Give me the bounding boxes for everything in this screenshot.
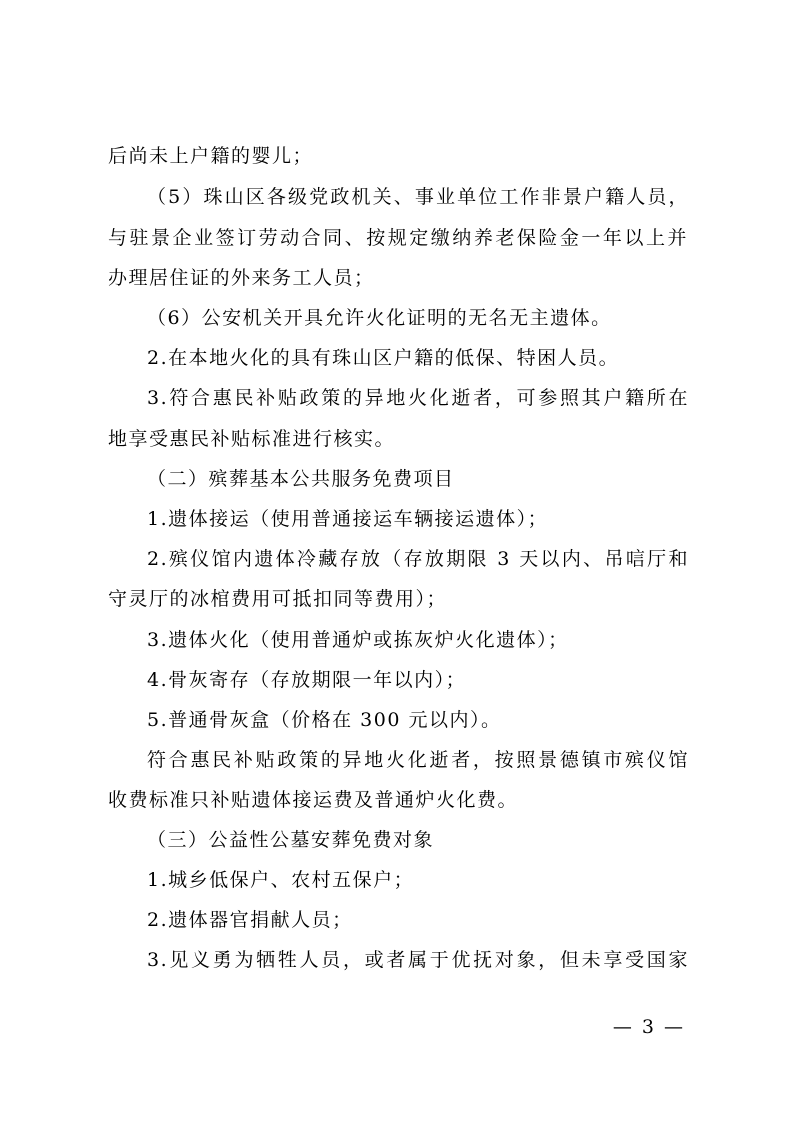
document-page: 后尚未上户籍的婴儿； （5）珠山区各级党政机关、事业单位工作非景户籍人员， 与驻景企业签订劳动合同、按规定缴纳养老保险金一年以上并 办理居住证的外来务工人员； （6）公安机关开具允许火化证明的无名无主遗体。 2.在本地火化的具有珠山区户籍的低保、特困人员。 3.符合惠民补贴政策的异地火化逝者，可参照其户籍所在 地享受惠民补贴标准进行核实。 （二）殡葬基本公共服务免费项目 1.遗体接运（使用普通接运车辆接运遗体）； 2.殡仪馆内遗体冷藏存放（存放期限 3 天以内、吊唁厅和 守灵厅的冰棺费用可抵扣同等费用）； 3.遗体火化（使用普通炉或拣灰炉火化遗体）； 4.骨灰寄存（存放期限一年以内）； 5.普通骨灰盒（价格在 300 元以内）。 符合惠民补贴政策的异地火化逝者，按照景德镇市殡仪馆 收费标准只补贴遗体接运费及普通炉火化费。 （三）公益性公墓安葬免费对象 1.城乡低保户、农村五保户； 2.遗体器官捐献人员； 3.见义勇为牺牲人员，或者属于优抚对象，但未享受国家 — 3 — bbox=[108, 145, 689, 1038]
page-number: — 3 — bbox=[612, 1016, 685, 1038]
